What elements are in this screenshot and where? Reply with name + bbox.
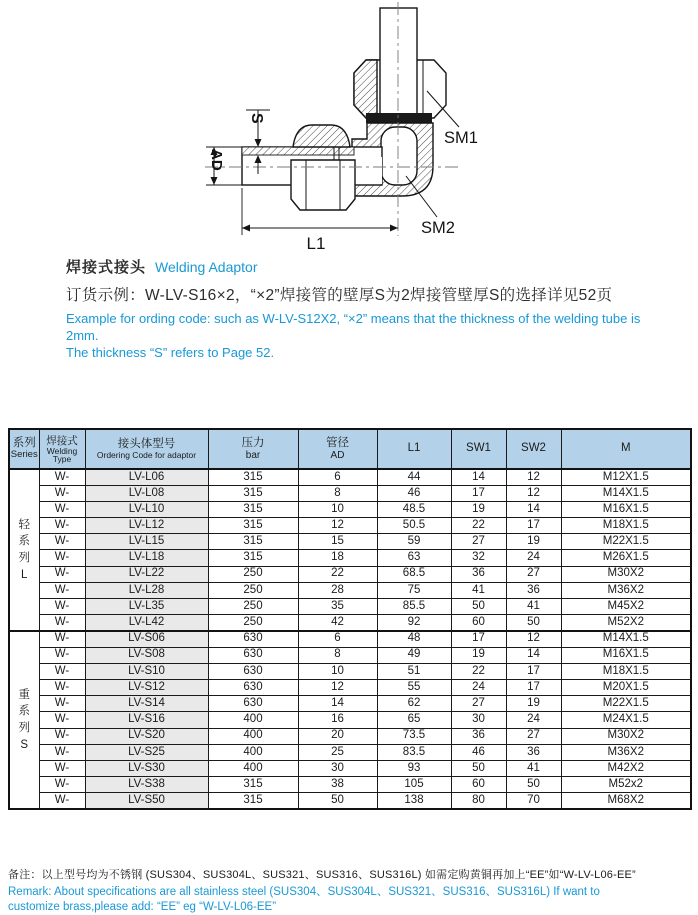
- l1-cell: 50.5: [377, 518, 451, 534]
- pressure-bar-cell: 315: [208, 518, 298, 534]
- spec-row-lv-l06: [9, 469, 691, 485]
- tube-od-ad-cell: 50: [298, 793, 377, 809]
- ordering-code-cell: LV-S30: [85, 760, 208, 776]
- sw1-cell: 19: [451, 647, 506, 663]
- m-thread-cell: M14X1.5: [561, 485, 691, 501]
- sw1-cell: 50: [451, 760, 506, 776]
- fitting-body-drawing: [242, 8, 446, 210]
- tube-od-ad-cell: 16: [298, 712, 377, 728]
- l1-cell: 51: [377, 663, 451, 679]
- tube-od-ad-cell: 38: [298, 777, 377, 793]
- column-header-series: 系列 Series: [9, 429, 39, 469]
- sw1-cell: 46: [451, 744, 506, 760]
- welding-type-cell: W-: [39, 631, 85, 647]
- series-label-heavy-series-s: 重 系 列 S: [9, 631, 39, 809]
- spec-row-lv-s12: [9, 679, 691, 695]
- l1-cell: 92: [377, 615, 451, 631]
- spec-row-lv-s10: [9, 663, 691, 679]
- l1-cell: 138: [377, 793, 451, 809]
- spec-row-lv-l08: [9, 485, 691, 501]
- sw1-cell: 14: [451, 469, 506, 485]
- spec-row-lv-s38: [9, 777, 691, 793]
- ordering-code-cell: LV-L18: [85, 550, 208, 566]
- m-thread-cell: M52x2: [561, 777, 691, 793]
- m-thread-cell: M16X1.5: [561, 647, 691, 663]
- pressure-bar-cell: 400: [208, 712, 298, 728]
- remark-zh: 备注：以上型号均为不锈钢 (SUS304、SUS304L、SUS321、SUS316、SUS316L) 如需定购黄铜再加上“EE”如“W-LV-L06-EE”: [8, 869, 636, 881]
- dim-label-l1: L1: [306, 234, 326, 253]
- sw2-cell: 12: [506, 485, 561, 501]
- product-title-en: Welding Adaptor: [155, 259, 258, 275]
- elbow-bore: [381, 127, 417, 185]
- ordering-code-cell: LV-L08: [85, 485, 208, 501]
- m-thread-cell: M12X1.5: [561, 469, 691, 485]
- spec-row-lv-l10: [9, 501, 691, 517]
- dim-label-ad: AD: [208, 149, 225, 171]
- ordering-code-cell: LV-S10: [85, 663, 208, 679]
- spec-row-lv-l18: [9, 550, 691, 566]
- m-thread-cell: M14X1.5: [561, 631, 691, 647]
- dim-label-s: S: [248, 113, 265, 124]
- spec-table: [8, 428, 692, 810]
- m-thread-cell: M20X1.5: [561, 679, 691, 695]
- l1-cell: 68.5: [377, 566, 451, 582]
- sw1-cell: 41: [451, 582, 506, 598]
- welding-type-cell: W-: [39, 566, 85, 582]
- welding-type-cell: W-: [39, 501, 85, 517]
- sw2-cell: 70: [506, 793, 561, 809]
- m-thread-cell: M52X2: [561, 615, 691, 631]
- m-thread-cell: M22X1.5: [561, 534, 691, 550]
- l1-cell: 105: [377, 777, 451, 793]
- welding-type-cell: W-: [39, 469, 85, 485]
- welding-type-cell: W-: [39, 663, 85, 679]
- spec-row-lv-l42: [9, 615, 691, 631]
- m-thread-cell: M45X2: [561, 599, 691, 615]
- pressure-bar-cell: 315: [208, 777, 298, 793]
- m-thread-cell: M36X2: [561, 744, 691, 760]
- spec-table-head: [9, 429, 691, 469]
- spec-row-lv-l15: [9, 534, 691, 550]
- label-sm2: SM2: [421, 219, 455, 237]
- sw1-cell: 24: [451, 679, 506, 695]
- sw1-cell: 50: [451, 599, 506, 615]
- ordering-code-cell: LV-L42: [85, 615, 208, 631]
- pressure-bar-cell: 630: [208, 663, 298, 679]
- sw1-cell: 17: [451, 485, 506, 501]
- sw2-cell: 27: [506, 566, 561, 582]
- tube-od-ad-cell: 14: [298, 696, 377, 712]
- sw2-cell: 14: [506, 647, 561, 663]
- sw1-cell: 36: [451, 728, 506, 744]
- column-header-sw2: SW2: [506, 429, 561, 469]
- ordering-code-cell: LV-S08: [85, 647, 208, 663]
- sw2-cell: 17: [506, 679, 561, 695]
- sw2-cell: 50: [506, 615, 561, 631]
- sw2-cell: 36: [506, 744, 561, 760]
- spec-row-lv-s08: [9, 647, 691, 663]
- l1-cell: 44: [377, 469, 451, 485]
- ordering-code-cell: LV-S14: [85, 696, 208, 712]
- spec-row-lv-l22: [9, 566, 691, 582]
- welding-type-cell: W-: [39, 518, 85, 534]
- ferrule: [293, 125, 350, 147]
- m-thread-cell: M30X2: [561, 566, 691, 582]
- column-header-welding-type: 焊接式 Welding Type: [39, 429, 85, 469]
- tube-od-ad-cell: 8: [298, 485, 377, 501]
- pressure-bar-cell: 400: [208, 728, 298, 744]
- spec-row-lv-s16: [9, 712, 691, 728]
- pressure-bar-cell: 315: [208, 534, 298, 550]
- sw2-cell: 12: [506, 631, 561, 647]
- sw1-cell: 17: [451, 631, 506, 647]
- welding-type-cell: W-: [39, 534, 85, 550]
- ordering-example-en-2: The thickness “S” refers to Page 52.: [66, 344, 275, 360]
- ordering-code-cell: LV-L35: [85, 599, 208, 615]
- pressure-bar-cell: 250: [208, 566, 298, 582]
- ordering-code-cell: LV-L15: [85, 534, 208, 550]
- l1-cell: 65: [377, 712, 451, 728]
- welding-type-cell: W-: [39, 696, 85, 712]
- m-thread-cell: M30X2: [561, 728, 691, 744]
- welding-type-cell: W-: [39, 712, 85, 728]
- tube-od-ad-cell: 10: [298, 663, 377, 679]
- m-thread-cell: M22X1.5: [561, 696, 691, 712]
- spec-row-lv-l28: [9, 582, 691, 598]
- remark-en-1: Remark: About specifications are all stainless steel (SUS304、SUS304L、SUS321、SUS316、SUS316L) If want to: [8, 886, 600, 898]
- column-header-pressure-bar: 压力 bar: [208, 429, 298, 469]
- ordering-code-cell: LV-L06: [85, 469, 208, 485]
- sw2-cell: 41: [506, 760, 561, 776]
- l1-cell: 93: [377, 760, 451, 776]
- l1-cell: 59: [377, 534, 451, 550]
- footer-remark: [8, 866, 696, 915]
- label-sm1: SM1: [444, 129, 478, 147]
- l1-cell: 46: [377, 485, 451, 501]
- l1-cell: 48.5: [377, 501, 451, 517]
- sw2-cell: 17: [506, 518, 561, 534]
- welding-type-cell: W-: [39, 599, 85, 615]
- pressure-bar-cell: 630: [208, 647, 298, 663]
- sw1-cell: 19: [451, 501, 506, 517]
- sw2-cell: 24: [506, 712, 561, 728]
- sw2-cell: 36: [506, 582, 561, 598]
- ordering-code-cell: LV-L10: [85, 501, 208, 517]
- welding-type-cell: W-: [39, 485, 85, 501]
- pressure-bar-cell: 630: [208, 631, 298, 647]
- sw2-cell: 14: [506, 501, 561, 517]
- spec-row-lv-s14: [9, 696, 691, 712]
- pressure-bar-cell: 250: [208, 615, 298, 631]
- pressure-bar-cell: 400: [208, 744, 298, 760]
- pressure-bar-cell: 250: [208, 582, 298, 598]
- ordering-code-cell: LV-S12: [85, 679, 208, 695]
- tube-od-ad-cell: 18: [298, 550, 377, 566]
- column-header-ordering-code: 接头体型号 Ordering Code for adaptor: [85, 429, 208, 469]
- technical-drawing: [0, 0, 698, 256]
- pressure-bar-cell: 250: [208, 599, 298, 615]
- welding-type-cell: W-: [39, 793, 85, 809]
- sw2-cell: 24: [506, 550, 561, 566]
- ordering-code-cell: LV-S25: [85, 744, 208, 760]
- pressure-bar-cell: 315: [208, 485, 298, 501]
- tube-od-ad-cell: 28: [298, 582, 377, 598]
- sw2-cell: 19: [506, 696, 561, 712]
- l1-cell: 48: [377, 631, 451, 647]
- l1-cell: 62: [377, 696, 451, 712]
- spec-row-lv-s25: [9, 744, 691, 760]
- spec-table-body: [9, 469, 691, 809]
- column-header-l1: L1: [377, 429, 451, 469]
- spec-row-lv-l35: [9, 599, 691, 615]
- ordering-code-cell: LV-L28: [85, 582, 208, 598]
- welding-type-cell: W-: [39, 744, 85, 760]
- hex-nut-sm2: [291, 160, 355, 210]
- ordering-code-cell: LV-S38: [85, 777, 208, 793]
- column-header-sw1: SW1: [451, 429, 506, 469]
- l1-cell: 85.5: [377, 599, 451, 615]
- pressure-bar-cell: 315: [208, 501, 298, 517]
- ordering-example-zh: 订货示例：W-LV-S16×2，“×2”焊接管的壁厚S为2焊接管壁厚S的选择详见52页: [66, 287, 613, 304]
- tube-od-ad-cell: 6: [298, 631, 377, 647]
- m-thread-cell: M68X2: [561, 793, 691, 809]
- sw1-cell: 22: [451, 663, 506, 679]
- welding-type-cell: W-: [39, 760, 85, 776]
- l1-cell: 63: [377, 550, 451, 566]
- product-title-zh: 焊接式接头: [66, 259, 147, 276]
- spec-row-lv-s20: [9, 728, 691, 744]
- sw2-cell: 19: [506, 534, 561, 550]
- pressure-bar-cell: 315: [208, 550, 298, 566]
- l1-cell: 49: [377, 647, 451, 663]
- ordering-code-cell: LV-S06: [85, 631, 208, 647]
- tube-od-ad-cell: 12: [298, 518, 377, 534]
- tube-od-ad-cell: 12: [298, 679, 377, 695]
- pressure-bar-cell: 630: [208, 679, 298, 695]
- pressure-bar-cell: 400: [208, 760, 298, 776]
- l1-cell: 83.5: [377, 744, 451, 760]
- sw2-cell: 12: [506, 469, 561, 485]
- ordering-code-cell: LV-S50: [85, 793, 208, 809]
- welding-type-cell: W-: [39, 728, 85, 744]
- tube-od-ad-cell: 20: [298, 728, 377, 744]
- ordering-code-cell: LV-S16: [85, 712, 208, 728]
- sw2-cell: 50: [506, 777, 561, 793]
- sw1-cell: 27: [451, 696, 506, 712]
- sw2-cell: 17: [506, 663, 561, 679]
- series-label-light-series-l: 轻 系 列 L: [9, 469, 39, 631]
- sw1-cell: 30: [451, 712, 506, 728]
- ordering-code-cell: LV-S20: [85, 728, 208, 744]
- ordering-code-cell: LV-L12: [85, 518, 208, 534]
- product-title: [66, 256, 676, 277]
- l1-cell: 73.5: [377, 728, 451, 744]
- welding-type-cell: W-: [39, 615, 85, 631]
- sw1-cell: 60: [451, 777, 506, 793]
- pressure-bar-cell: 315: [208, 793, 298, 809]
- m-thread-cell: M18X1.5: [561, 518, 691, 534]
- tube-od-ad-cell: 30: [298, 760, 377, 776]
- welding-type-cell: W-: [39, 647, 85, 663]
- collar: [366, 113, 432, 123]
- welding-type-cell: W-: [39, 777, 85, 793]
- welding-type-cell: W-: [39, 582, 85, 598]
- ordering-code-cell: LV-L22: [85, 566, 208, 582]
- m-thread-cell: M36X2: [561, 582, 691, 598]
- sw1-cell: 60: [451, 615, 506, 631]
- tube-od-ad-cell: 10: [298, 501, 377, 517]
- spec-row-lv-s30: [9, 760, 691, 776]
- ordering-example-en-1: Example for ording code: such as W-LV-S12X2, “×2” means that the thickness of the welding tube is 2mm.: [66, 311, 641, 343]
- m-thread-cell: M18X1.5: [561, 663, 691, 679]
- sw1-cell: 27: [451, 534, 506, 550]
- column-header-tube-od-ad: 管径 AD: [298, 429, 377, 469]
- spec-row-lv-s06: [9, 631, 691, 647]
- pressure-bar-cell: 630: [208, 696, 298, 712]
- remark-en-2: customize brass,please add: “EE” eg “W-LV-L06-EE”: [8, 901, 277, 914]
- m-thread-cell: M24X1.5: [561, 712, 691, 728]
- sw1-cell: 22: [451, 518, 506, 534]
- l1-cell: 55: [377, 679, 451, 695]
- tube-od-ad-cell: 35: [298, 599, 377, 615]
- tube-od-ad-cell: 25: [298, 744, 377, 760]
- spec-row-lv-s50: [9, 793, 691, 809]
- welding-type-cell: W-: [39, 679, 85, 695]
- intro-section: [66, 256, 676, 362]
- tube-od-ad-cell: 22: [298, 566, 377, 582]
- sw1-cell: 80: [451, 793, 506, 809]
- m-thread-cell: M26X1.5: [561, 550, 691, 566]
- m-thread-cell: M42X2: [561, 760, 691, 776]
- sw1-cell: 32: [451, 550, 506, 566]
- tube-od-ad-cell: 42: [298, 615, 377, 631]
- tube-od-ad-cell: 8: [298, 647, 377, 663]
- header-row: [9, 429, 691, 469]
- column-header-m-thread: M: [561, 429, 691, 469]
- tube-od-ad-cell: 6: [298, 469, 377, 485]
- sw2-cell: 27: [506, 728, 561, 744]
- tube-od-ad-cell: 15: [298, 534, 377, 550]
- m-thread-cell: M16X1.5: [561, 501, 691, 517]
- welding-type-cell: W-: [39, 550, 85, 566]
- sw1-cell: 36: [451, 566, 506, 582]
- tube-wall-section: [242, 147, 354, 155]
- sw2-cell: 41: [506, 599, 561, 615]
- pressure-bar-cell: 315: [208, 469, 298, 485]
- l1-cell: 75: [377, 582, 451, 598]
- spec-row-lv-l12: [9, 518, 691, 534]
